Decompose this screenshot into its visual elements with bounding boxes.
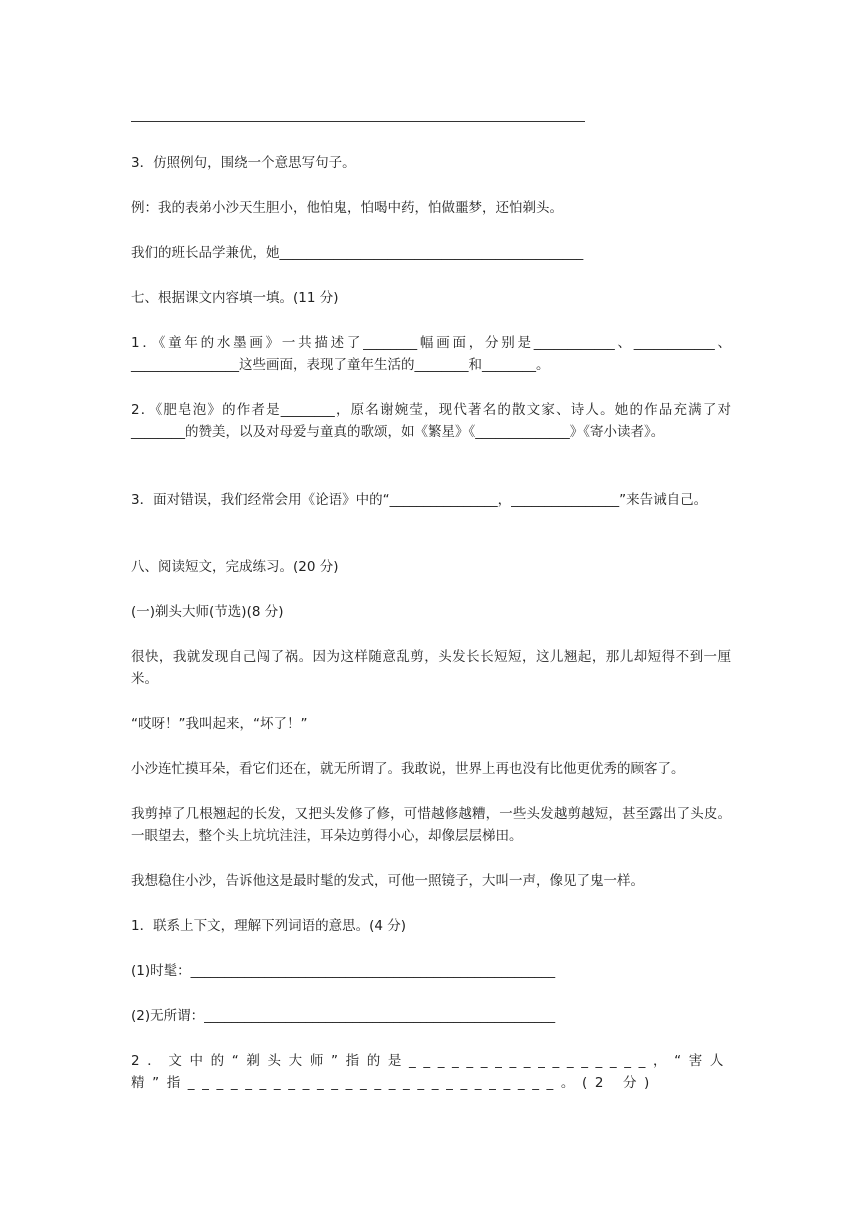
question-8-1-item-2: (2)无所谓：____________________________________________________ (131, 1008, 556, 1024)
section-8-heading: 八、阅读短文，完成练习。(20 分) (131, 559, 339, 575)
question-8-1-item-1: (1)时髦：______________________________________________________ (131, 963, 556, 979)
question-7-3: 3．面对错误，我们经常会用《论语》中的“________________，________________”来告诫自己。 (131, 492, 708, 508)
question-7-2: 2．《肥皂泡》的作者是________，原名谢婉莹，现代著名的散文家、诗人。她的作品充满了对________的赞美，以及对母爱与童真的歌颂，如《繁星》《______________》《寄小读者》。 (131, 402, 731, 440)
passage-paragraph-5: 我想稳住小沙，告诉他这是最时髦的发式，可他一照镜子，大叫一声，像见了鬼一样。 (131, 873, 644, 889)
passage-title: (一)剃头大师(节选)(8 分) (131, 604, 284, 620)
passage-paragraph-2: “哎呀！”我叫起来，“坏了！” (131, 716, 308, 732)
passage-paragraph-1: 很快，我就发现自己闯了祸。因为这样随意乱剪，头发长长短短，这儿翘起，那儿却短得不到一厘米。 (131, 649, 731, 687)
passage-paragraph-4: 我剪掉了几根翘起的长发，又把头发修了修，可惜越修越糟，一些头发越剪越短，甚至露出了头皮。一眼望去，整个头上坑坑洼洼，耳朵边剪得小心，却像层层梯田。 (131, 806, 731, 844)
question-7-1: 1．《童年的水墨画》一共描述了________幅画面，分别是____________、____________、________________这些画面，表现了童年生活的________和________。 (131, 335, 731, 373)
question-8-2: 2．文中的“剃头大师”指的是_________________，“害人精”指__________________________。(2 分) (131, 1053, 731, 1091)
example-sentence: 例：我的表弟小沙天生胆小，他怕鬼，怕喝中药，怕做噩梦，还怕剃头。 (131, 200, 563, 216)
answer-blank-line (131, 121, 585, 122)
question-6-3: 3．仿照例句，围绕一个意思写句子。 (131, 155, 356, 171)
passage-paragraph-3: 小沙连忙摸耳朵，看它们还在，就无所谓了。我敢说，世界上再也没有比他更优秀的顾客了。 (131, 761, 685, 777)
question-8-1: 1．联系上下文，理解下列词语的意思。(4 分) (131, 918, 407, 934)
section-7-heading: 七、根据课文内容填一填。(11 分) (131, 290, 339, 306)
fill-sentence-monitor: 我们的班长品学兼优，她_____________________________________________ (131, 245, 584, 261)
